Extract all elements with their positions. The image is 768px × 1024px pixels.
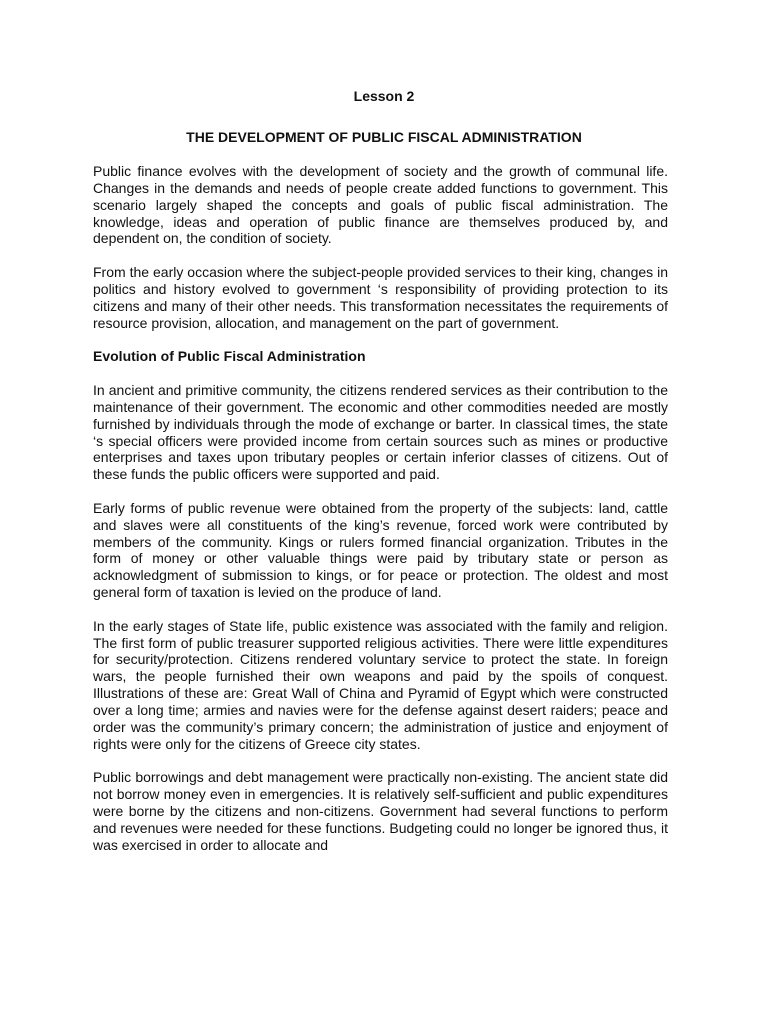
paragraph-6: Public borrowings and debt management were practically non-existing. The ancient state did not borrow money even in emergencies. It is relatively self-sufficient and public expenditures were borne by the citizens and non-citizens. Government had several functions to perform and revenues were needed for these functions. Budgeting could no longer be ignored thus, it was exercised in order to allocate and — [93, 769, 668, 853]
paragraph-5: In the early stages of State life, public existence was associated with the family and religion. The first form of public treasurer supported religious activities. There were little expenditures for security/protection. Citizens rendered voluntary service to protect the state. In foreign wars, the people furnished their own weapons and paid by the spoils of conquest. Illustrations of these are: Great Wall of China and Pyramid of Egypt which were constructed over a long time; armies and navies were for the defense against desert raiders; peace and order was the community’s primary concern; the administration of justice and enjoyment of rights were only for the citizens of Greece city states. — [93, 617, 668, 752]
paragraph-4: Early forms of public revenue were obtained from the property of the subjects: land, cattle and slaves were all constituents of the king’s revenue, forced work were contributed by members of the community. Kings or rulers formed financial organization. Tributes in the form of money or other valuable things were paid by tributary state or person as acknowledgment of submission to kings, or for peace or protection. The oldest and most general form of taxation is levied on the produce of land. — [93, 499, 668, 601]
paragraph-1: Public finance evolves with the development of society and the growth of communal life. Changes in the demands and needs of people create added functions to government. This scenario largely shaped the concepts and goals of public fiscal administration. The knowledge, ideas and operation of public finance are themselves produced by, and dependent on, the condition of society. — [93, 163, 668, 247]
section-heading: Evolution of Public Fiscal Administration — [93, 348, 366, 365]
lesson-label: Lesson 2 — [353, 88, 415, 104]
paragraph-2: From the early occasion where the subject-people provided services to their king, changes in politics and history evolved to government ‘s responsibility of providing protection to its citizens and many of their other needs. This transformation necessitates the requirements of resource provision, allocation, and management on the part of government. — [93, 264, 668, 331]
document-body — [93, 163, 668, 854]
page-title: THE DEVELOPMENT OF PUBLIC FISCAL ADMINISTRATION — [186, 129, 582, 145]
paragraph-3: In ancient and primitive community, the citizens rendered services as their contribution to the maintenance of their government. The economic and other commodities needed are mostly furnished by individuals through the mode of exchange or barter. In classical times, the state ‘s special officers were provided income from certain sources such as mines or productive enterprises and taxes upon tributary peoples or certain inferior classes of citizens. Out of these funds the public officers were supported and paid. — [93, 381, 668, 483]
